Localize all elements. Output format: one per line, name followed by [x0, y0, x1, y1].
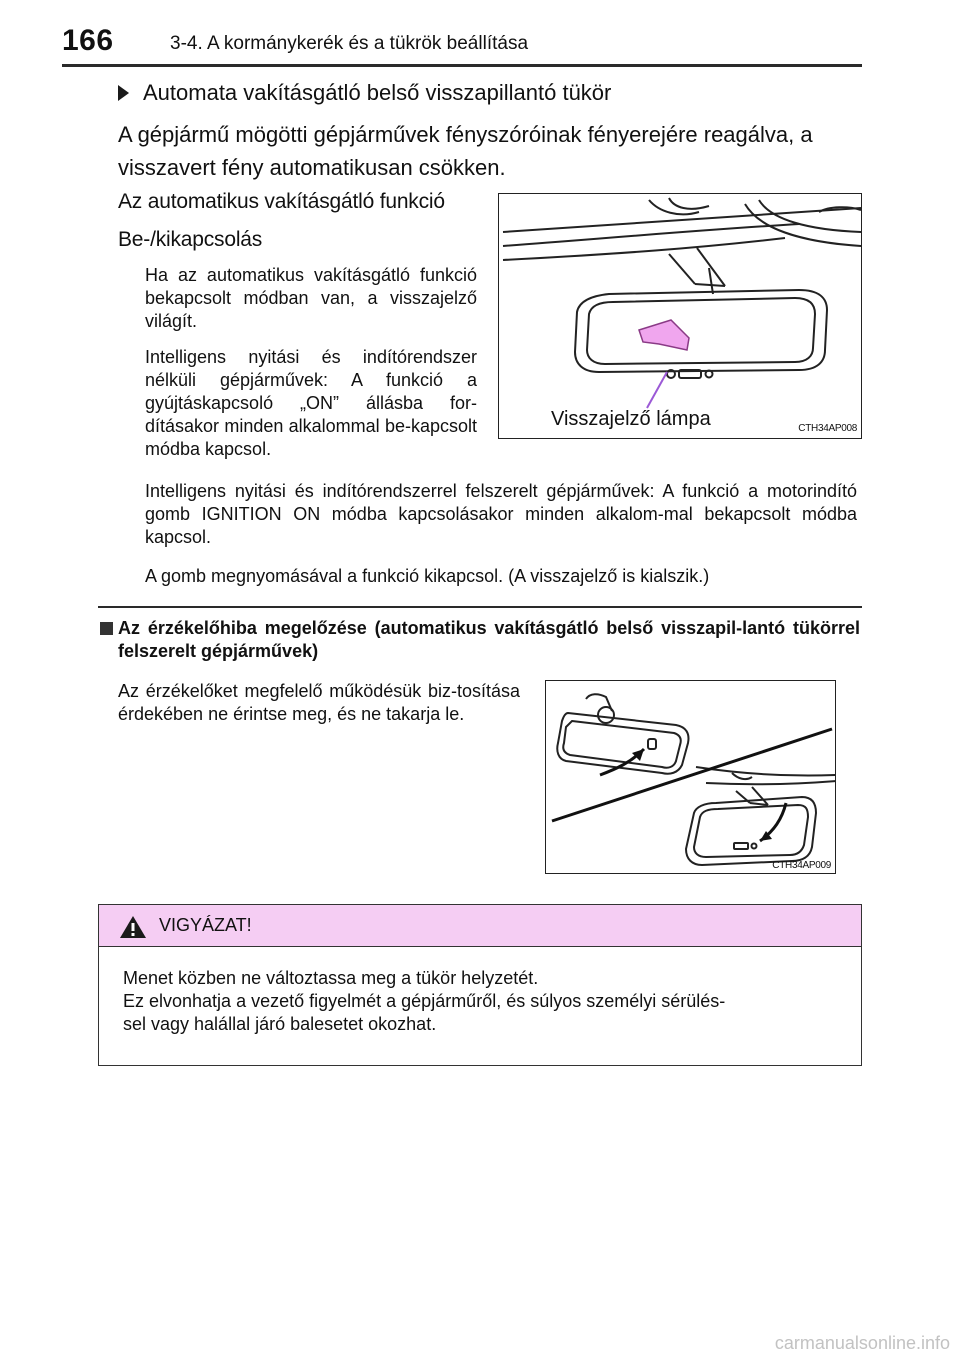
figure-mirror-indicator: [498, 193, 862, 439]
figure-mirror-sensors: [545, 680, 836, 874]
warning-line-2: Ez elvonhatja a vezető figyelmét a gépjárműről, és súlyos személyi sérülés-: [123, 991, 726, 1011]
subsection-heading: [118, 80, 611, 106]
paragraph-indicator: Ha az automatikus vakításgátló funkció bekapcsolt módban van, a visszajelző világít.: [145, 265, 477, 331]
function-subtitle: Be-/kikapcsolás: [118, 228, 263, 251]
sensor-section-heading: Az érzékelőhiba megelőzése (automatikus vakításgátló belső visszapil-lantó tükörrel felszerelt gépjárművek): [118, 618, 860, 661]
warning-box: [98, 904, 862, 1066]
square-bullet-icon: [100, 622, 113, 635]
figure1-code: CTH34AP008: [798, 423, 857, 434]
sensor-paragraph: Az érzékelőket megfelelő működésük biz-tosítása érdekében ne érintse meg, és ne takarja le.: [118, 681, 520, 724]
header-rule: [62, 64, 862, 67]
indicator-lamp-label: Visszajelző lámpa: [551, 408, 711, 430]
indicator-arrow-icon: [639, 320, 689, 350]
warning-body: [123, 967, 843, 1036]
sensor-illustration: [546, 681, 836, 874]
watermark: carmanualsonline.info: [774, 1333, 950, 1353]
paragraph-without-smart-key: Intelligens nyitási és indítórendszer nélküli gépjárművek: A funkció a gyújtáskapcsoló „ON” állásba for-dításakor minden alkalommal be-kapcsolt módba kapcsol.: [145, 347, 477, 459]
warning-line-3: sel vagy halállal járó balesetet okozhat.: [123, 1014, 437, 1034]
section-divider: [98, 606, 862, 608]
chapter-title: 3-4. A kormánykerék és a tükrök beállítása: [170, 33, 529, 54]
paragraph-button-off: A gomb megnyomásával a funkció kikapcsol. (A visszajelző is kialszik.): [145, 566, 710, 586]
paragraph-with-smart-key: Intelligens nyitási és indítórendszerrel felszerelt gépjárművek: A funkció a motorindító gomb IGNITION ON módba kapcsolásakor minden alkalom-mal bekapcsolt módba kapcsol.: [145, 481, 857, 547]
warning-title: VIGYÁZAT!: [159, 915, 252, 935]
warning-triangle-icon: [119, 915, 147, 939]
function-title: Az automatikus vakításgátló funkció: [118, 190, 445, 213]
intro-paragraph: A gépjármű mögötti gépjárművek fényszóróinak fényerejére reagálva, a visszavert fény automatikusan csökken.: [118, 122, 813, 180]
warning-line-1: Menet közben ne változtassa meg a tükör helyzetét.: [123, 968, 539, 988]
page-number: 166: [62, 24, 114, 57]
warning-header: [99, 905, 861, 947]
figure2-code: CTH34AP009: [772, 860, 831, 871]
leader-line: [647, 372, 667, 408]
subsection-title: Automata vakításgátló belső visszapillantó tükör: [143, 80, 612, 105]
mirror-illustration: [499, 194, 862, 439]
triangle-bullet-icon: [118, 85, 129, 101]
